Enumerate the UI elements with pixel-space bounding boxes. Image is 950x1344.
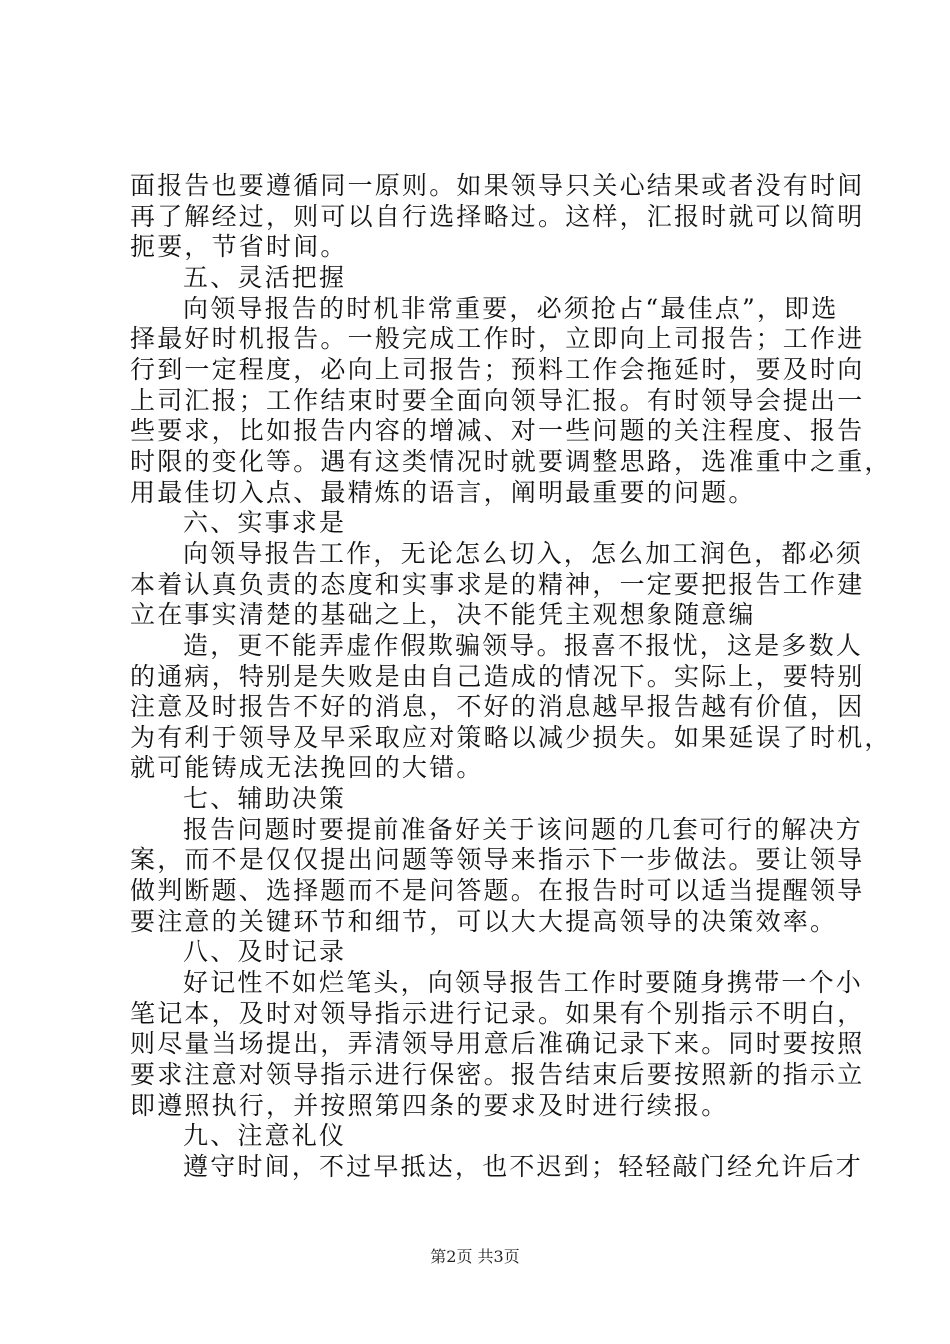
section-heading: 六、实事求是	[183, 508, 347, 538]
body-text-line: 上司汇报；工作结束时要全面向领导汇报。有时领导会提出一	[130, 385, 865, 415]
body-text-line: 用最佳切入点、最精炼的语言，阐明最重要的问题。	[130, 477, 756, 507]
section-heading: 九、注意礼仪	[183, 1121, 347, 1151]
section-heading: 七、辅助决策	[183, 784, 347, 814]
body-text-line: 行到一定程度，必向上司报告；预料工作会拖延时，要及时向	[130, 354, 865, 384]
body-text-line: 扼要，节省时间。	[130, 232, 348, 262]
body-text-line: 向领导报告工作，无论怎么切入，怎么加工润色，都必须	[183, 538, 864, 568]
body-text-line: 则尽量当场提出，弄清领导用意后准确记录下来。同时要按照	[130, 1029, 865, 1059]
body-text-line: 要注意的关键环节和细节，可以大大提高领导的决策效率。	[130, 906, 838, 936]
body-text-line: 造，更不能弄虚作假欺骗领导。报喜不报忧，这是多数人	[183, 630, 864, 660]
body-text-line: 面报告也要遵循同一原则。如果领导只关心结果或者没有时间	[130, 171, 865, 200]
body-text-line: 向领导报告的时机非常重要，必须抢占“最佳点”，即选	[183, 293, 839, 323]
body-text-line: 报告问题时要提前准备好关于该问题的几套可行的解决方	[183, 814, 864, 844]
body-text-line: 笔记本，及时对领导指示进行记录。如果有个别指示不明白，	[130, 998, 865, 1028]
page-footer: 第2页 共3页	[430, 1247, 520, 1266]
body-text-line: 注意及时报告不好的消息，不好的消息越早报告越有价值，因	[130, 692, 865, 722]
body-text-line: 择最好时机报告。一般完成工作时，立即向上司报告；工作进	[130, 324, 865, 354]
body-text-line: 为有利于领导及早采取应对策略以减少损失。如果延误了时机，	[130, 722, 892, 752]
body-text-line: 再了解经过，则可以自行选择略过。这样，汇报时就可以简明	[130, 201, 865, 231]
section-heading: 五、灵活把握	[183, 262, 347, 292]
body-text-line: 些要求，比如报告内容的增减、对一些问题的关注程度、报告	[130, 416, 865, 446]
body-text-line: 本着认真负责的态度和实事求是的精神，一定要把报告工作建	[130, 569, 865, 599]
body-text-line: 立在事实清楚的基础之上，决不能凭主观想象随意编	[130, 600, 756, 630]
body-text-line: 遵守时间，不过早抵达，也不迟到；轻轻敲门经允许后才	[183, 1152, 864, 1181]
body-text-line: 案，而不是仅仅提出问题等领导来指示下一步做法。要让领导	[130, 845, 865, 875]
body-text-line: 就可能铸成无法挽回的大错。	[130, 753, 484, 783]
body-text-line: 即遵照执行，并按照第四条的要求及时进行续报。	[130, 1090, 729, 1120]
section-heading: 八、及时记录	[183, 937, 347, 967]
body-text-line: 好记性不如烂笔头，向领导报告工作时要随身携带一个小	[183, 968, 864, 998]
body-text-line: 做判断题、选择题而不是问答题。在报告时可以适当提醒领导	[130, 876, 865, 906]
body-text-line: 时限的变化等。遇有这类情况时就要调整思路，选准重中之重，	[130, 446, 892, 476]
body-text-line: 的通病，特别是失败是由自己造成的情况下。实际上，要特别	[130, 661, 865, 691]
body-text-line: 要求注意对领导指示进行保密。报告结束后要按照新的指示立	[130, 1060, 865, 1090]
